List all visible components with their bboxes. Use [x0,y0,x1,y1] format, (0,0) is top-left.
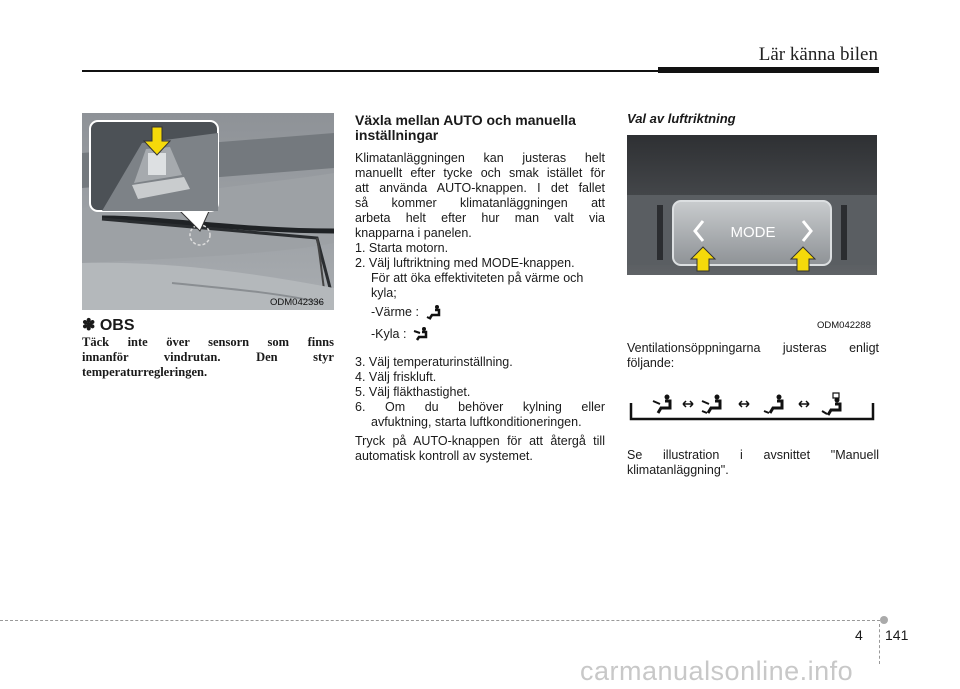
bilevel-vent-icon [702,395,720,414]
heat-mode-row: -Värme : [355,303,605,321]
header-rule-accent [658,67,879,73]
section-title: Lär känna bilen [758,44,878,65]
mode-label: MODE [730,224,776,241]
footer-marker [880,616,888,624]
step-note: avfuktning, starta luftkonditioneringen. [371,415,582,429]
windshield-sensor-image [82,113,334,310]
image-code: ODM042288 [817,320,871,331]
vent-mode-sequence [627,389,877,429]
step-item: 5. Välj fläkthastighet. [355,385,471,399]
image-code: ODM042336 [270,297,324,308]
obs-heading: ✽ OBS [82,317,135,334]
manual-settings-section [355,113,605,464]
face-vent-icon [653,395,670,414]
step-item: 1. Starta motorn. [355,241,449,255]
step-item: 4. Välj friskluft. [355,370,437,384]
header-rule [82,70,658,72]
vent-description: Ventilationsöppningarna justeras enligt följande: [627,341,879,370]
section-heading: Växla mellan AUTO och manuella inställningar [355,112,576,143]
see-illustration-text: Se illustration i avsnittet "Manuell klimatanläggning". [627,448,879,477]
page-number: 141 [885,627,909,643]
step-item: 6. Om du behöver kylning eller [355,400,605,414]
obs-text: Täck inte över sensorn som finns innanför vindrutan. Den styr temperaturregleringen. [82,335,334,379]
floor-vent-icon [425,303,447,321]
subsection-title: Val av luftriktning [627,111,736,126]
face-vent-icon [412,325,434,343]
intro-paragraph: Klimatanläggningen kan justeras helt manuellt efter tycke och smak istället för att använda AUTO-knappen. I det fallet så kommer klimatanläggningen att arbeta helt efter hur man valt via knapparna i panelen. [355,151,605,240]
floor-defrost-vent-icon [822,393,840,415]
watermark: carmanualsonline.info [580,656,854,686]
footer-rule [0,620,880,621]
footer-divider [879,624,881,664]
floor-vent-icon [764,395,782,414]
mode-button-image [627,135,877,317]
step-item: 3. Välj temperaturinställning. [355,355,513,369]
chapter-number: 4 [855,627,863,643]
step-note: För att öka effektiviteten på värme och kyla; [371,271,584,300]
outro-paragraph: Tryck på AUTO-knappen för att återgå till automatisk kontroll av systemet. [355,434,605,463]
step-item: 2. Välj luftriktning med MODE-knappen. [355,256,575,270]
cool-mode-row: -Kyla : [355,325,605,343]
